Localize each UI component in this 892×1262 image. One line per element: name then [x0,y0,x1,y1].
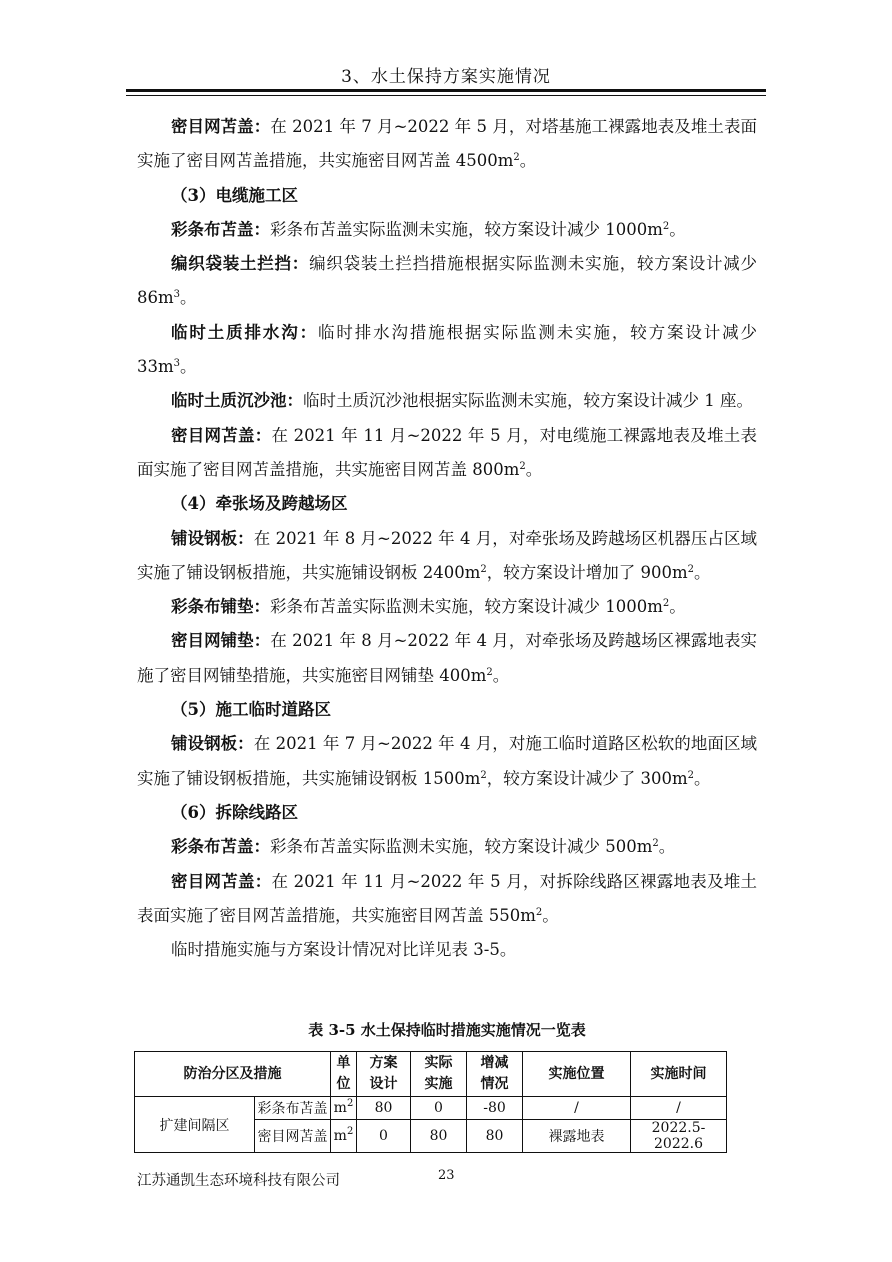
paragraph-label: 临时土质排水沟： [171,322,318,342]
paragraph-label: 密目网苫盖： [171,117,271,136]
paragraph: 密目网铺垫：在 2021 年 8 月~2022 年 4 月，对牵张场及跨越场区裸露地表实施了密目网铺垫措施，共实施密目网铺垫 $400m^2$。 [137,631,757,685]
actual-cell: 80 [411,1120,467,1153]
paragraph: 铺设钢板：在 2021 年 8 月~2022 年 4 月，对牵张场及跨越场区机器压占区域实施了铺设钢板措施，共实施铺设钢板 $2400m^2$，较方案设计增加了 $900m^2$。 [137,528,757,582]
paragraph-label: 密目网苫盖： [171,425,272,445]
footer-company: 江苏通凯生态环境科技有限公司 [137,1173,340,1189]
change-cell: -80 [467,1097,523,1120]
change-cell: 80 [467,1120,523,1153]
plan-cell: 0 [357,1120,411,1153]
header-rule-thin [126,95,766,96]
section-heading: （6）拆除线路区 [171,802,298,822]
page-number: 23 [438,1168,455,1183]
zone-cell: 扩建间隔区 [135,1097,255,1153]
unit-cell: $m^2$ [331,1120,357,1153]
header-zone: 防治分区及措施 [135,1052,331,1097]
header-time: 实施时间 [631,1052,727,1097]
location-cell: 裸露地表 [523,1120,631,1153]
paragraph: 密目网苫盖：在 2021 年 7 月~2022 年 5 月，对塔基施工裸露地表及堆土表面实施了密目网苫盖措施，共实施密目网苫盖 $4500m^2$。 [137,117,757,171]
header-rule-thick [126,89,766,92]
paragraph-label: 彩条布苫盖： [171,219,270,239]
header-unit: 单位 [331,1052,357,1097]
header-location: 实施位置 [523,1052,631,1097]
paragraph-label: 密目网铺垫： [171,631,271,651]
paragraph-label: 彩条布苫盖： [171,837,270,857]
paragraph: 编织袋装土拦挡：编织袋装土拦挡措施根据实际监测未实施，较方案设计减少 $86m^3$。 [137,254,758,308]
paragraph-label: 临时土质沉沙池： [171,391,303,411]
paragraph: 密目网苫盖：在 2021 年 11 月~2022 年 5 月，对拆除线路区裸露地表及堆土表面实施了密目网苫盖措施，共实施密目网苫盖 $550m^2$。 [137,871,758,925]
measures-table [134,1051,727,1153]
paragraph-label: 铺设钢板： [171,528,254,548]
paragraph: 彩条布苫盖：彩条布苫盖实际监测未实施，较方案设计减少 $500m^2$。 [171,837,676,857]
paragraph-label: 铺设钢板： [171,734,254,754]
section-heading: （4）牵张场及跨越场区 [171,494,348,514]
location-cell: / [523,1097,631,1120]
time-cell: 2022.5-2022.6 [631,1120,727,1153]
page-header: 3、水土保持方案实施情况 [341,67,551,87]
paragraph-label: 彩条布铺垫： [171,597,270,617]
plan-cell: 80 [357,1097,411,1120]
paragraph-label: 编织袋装土拦挡： [171,254,310,274]
measure-cell: 密目网苫盖 [255,1120,331,1153]
paragraph: 密目网苫盖：在 2021 年 11 月~2022 年 5 月，对电缆施工裸露地表及堆土表面实施了密目网苫盖措施，共实施密目网苫盖 $800m^2$。 [137,425,758,479]
time-cell: / [631,1097,727,1120]
section-heading: （3）电缆施工区 [171,185,298,205]
paragraph: 临时土质排水沟：临时排水沟措施根据实际监测未实施，较方案设计减少 $33m^3$。 [137,322,758,377]
header-actual: 实际实施 [411,1052,467,1097]
unit-cell: $m^2$ [331,1097,357,1120]
actual-cell: 0 [411,1097,467,1120]
table-caption: 表 3-5 水土保持临时措施实施情况一览表 [308,1021,586,1039]
paragraph: 临时土质沉沙池：临时土质沉沙池根据实际监测未实施，较方案设计减少 1 座。 [171,391,753,411]
header-plan: 方案设计 [357,1052,411,1097]
section-heading: （5）施工临时道路区 [171,700,331,720]
body-text [137,110,757,967]
header-change: 增减情况 [467,1052,523,1097]
paragraph-label: 密目网苫盖： [171,871,272,891]
paragraph: 彩条布苫盖：彩条布苫盖实际监测未实施，较方案设计减少 $1000m^2$。 [171,219,686,239]
table-header-row [135,1052,727,1097]
measure-cell: 彩条布苫盖 [255,1097,331,1120]
paragraph: 临时措施实施与方案设计情况对比详见表 3-5。 [171,940,517,960]
paragraph: 铺设钢板：在 2021 年 7 月~2022 年 4 月，对施工临时道路区松软的地面区域实施了铺设钢板措施，共实施铺设钢板 $1500m^2$，较方案设计减少了 $300m^2$。 [137,734,757,788]
table-row [135,1097,727,1120]
paragraph: 彩条布铺垫：彩条布苫盖实际监测未实施，较方案设计减少 $1000m^2$。 [171,597,686,617]
